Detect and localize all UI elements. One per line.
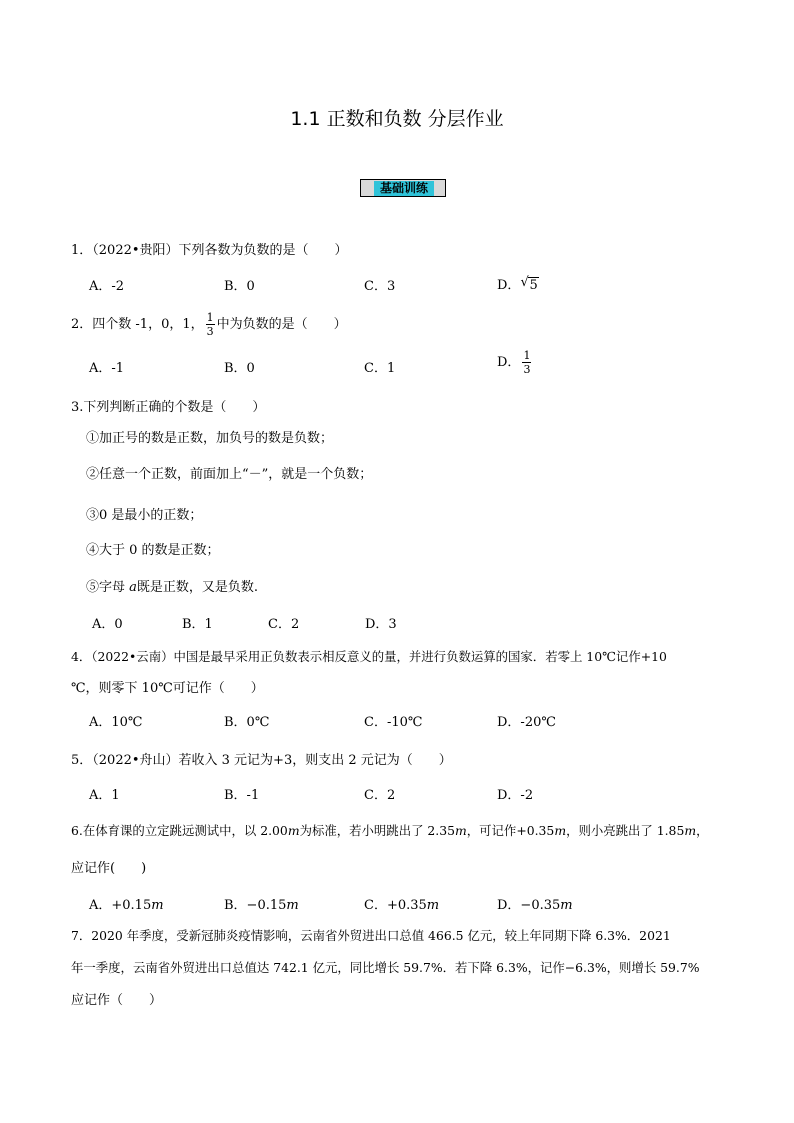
question-3-statement-2: ②任意一个正数，前面加上“－”，就是一个负数；	[86, 467, 373, 482]
question-4-option-a: A．10℃	[89, 715, 143, 730]
question-1-stem: 1．（2022•贵阳）下列各数为负数的是（ ）	[71, 243, 348, 258]
question-5-option-a: A．1	[89, 788, 120, 803]
question-2-option-d: D． $\frac{1}{3}$	[497, 349, 531, 376]
question-7-line-1: 7．2020 年季度，受新冠肺炎疫情影响，云南省外贸进出口总值 466.5 亿元，较上年同期下降 6.3%．2021	[71, 928, 671, 943]
question-1-option-b: B．0	[224, 279, 255, 294]
question-1-option-d: D． √ 5	[497, 275, 538, 293]
question-2-stem: 2．四个数 -1，0，1， $\frac{1}{3}$ 中为负数的是（ ）	[71, 311, 347, 338]
question-3-statement-4: ④大于 0 的数是正数；	[86, 543, 220, 558]
question-3-option-c: C．2	[268, 617, 300, 632]
question-3-statement-3: ③0 是最小的正数；	[86, 508, 203, 523]
question-6-line-2: 应记作( )	[71, 861, 147, 876]
question-2-option-a: A．-1	[89, 361, 125, 376]
question-3-statement-5: ⑤字母 a既是正数，又是负数.	[86, 580, 259, 595]
question-3-statement-1: ①加正号的数是正数，加负号的数是负数；	[86, 431, 334, 446]
question-4-option-d: D．-20℃	[497, 715, 556, 730]
question-7-line-2: 年一季度，云南省外贸进出口总值达 742.1 亿元，同比增长 59.7%．若下降 6.3%，记作−6.3%，则增长 59.7%	[71, 960, 700, 975]
fraction: $\frac{1}{3}$	[206, 311, 214, 338]
question-1-option-a: A．-2	[89, 279, 125, 294]
question-6-line-1: 6.在体育课的立定跳远测试中，以 2.00m为标准，若小明跳出了 2.35m，可记作+0.35m，则小亮跳出了 1.85m，	[71, 823, 709, 838]
sqrt-expression: √ 5	[520, 275, 538, 293]
fraction: $\frac{1}{3}$	[523, 349, 531, 376]
question-4-line-1: 4．（2022•云南）中国是最早采用正负数表示相反意义的量，并进行负数运算的国家．若零上 10℃记作+10	[71, 649, 667, 664]
question-4-option-c: C．-10℃	[364, 715, 423, 730]
question-3-option-b: B．1	[182, 617, 213, 632]
question-5-option-c: C．2	[364, 788, 396, 803]
question-5-option-b: B．-1	[224, 788, 260, 803]
question-6-option-b: B．−0.15m	[224, 898, 299, 913]
question-2-option-c: C．1	[364, 361, 396, 376]
page-title: 1.1 正数和负数 分层作业	[290, 108, 504, 130]
question-4-option-b: B．0℃	[224, 715, 270, 730]
question-3-option-d: D．3	[365, 617, 397, 632]
question-3-option-a: A．0	[92, 617, 123, 632]
question-6-option-c: C．+0.35m	[364, 898, 440, 913]
question-5-option-d: D．-2	[497, 788, 534, 803]
question-7-line-3: 应记作（ ）	[71, 993, 163, 1008]
question-4-line-2: ℃，则零下 10℃可记作（ ）	[71, 681, 264, 696]
section-label-box	[360, 179, 446, 197]
question-3-stem: 3.下列判断正确的个数是（ ）	[71, 400, 266, 415]
question-1-option-c: C．3	[364, 279, 396, 294]
question-6-option-d: D．−0.35m	[497, 898, 573, 913]
question-5-stem: 5．（2022•舟山）若收入 3 元记为+3，则支出 2 元记为（ ）	[71, 753, 452, 768]
question-2-option-b: B．0	[224, 361, 255, 376]
question-6-option-a: A．+0.15m	[89, 898, 164, 913]
section-label: 基础训练	[374, 181, 434, 196]
